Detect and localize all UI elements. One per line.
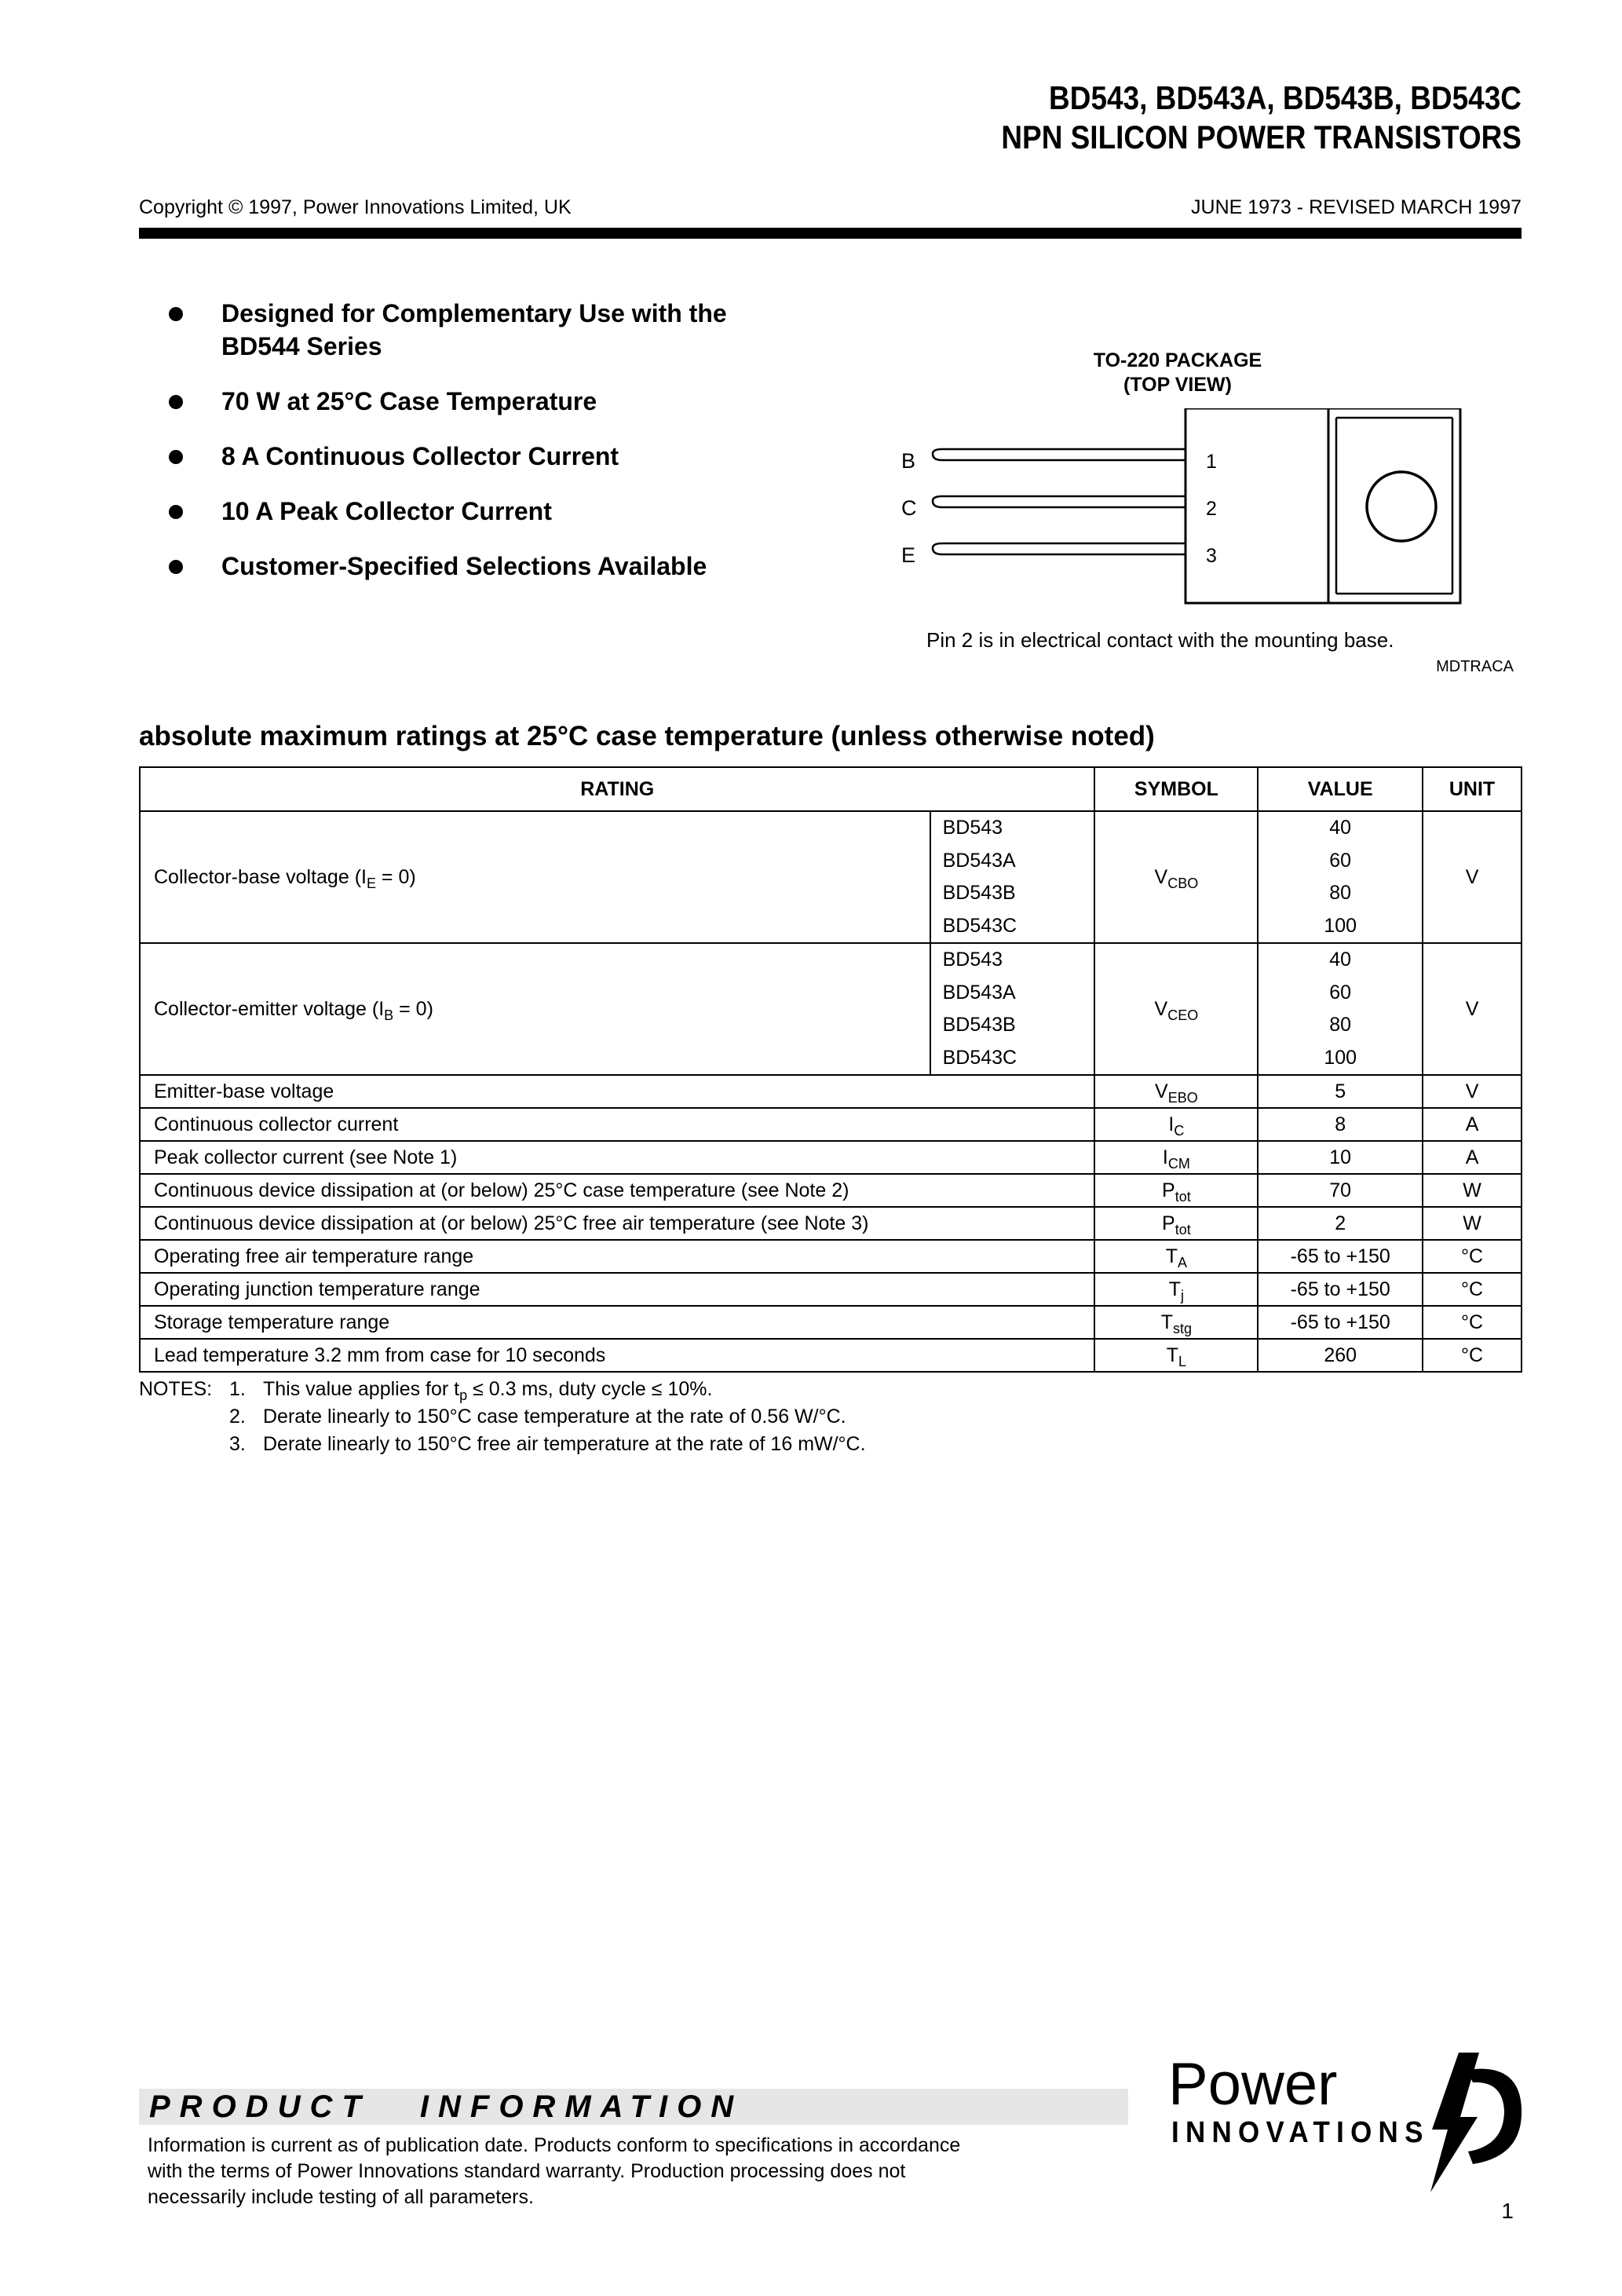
rating-cell: Lead temperature 3.2 mm from case for 10 seconds [140,1339,1094,1372]
table-row [140,1141,1522,1174]
variant-name: BD543B [942,882,1016,904]
value-cell: 2 [1258,1207,1423,1240]
pin-leads [933,449,1185,554]
symbol-cell: $V_{CEO}$ [1094,943,1258,1075]
copyright-notice: Copyright © 1997, Power Innovations Limited, UK [139,196,572,218]
symbol-cell: $P_{tot}$ [1094,1174,1258,1207]
notes-label: NOTES: [139,1378,213,1400]
rating-cell: Continuous device dissipation at (or below) 25°C free air temperature (see Note 3) [140,1207,1094,1240]
variant-cell [930,943,1095,1075]
table-row [140,1240,1522,1273]
unit-cell: °C [1423,1240,1522,1273]
table-header-row [140,767,1522,811]
pin-number: 3 [1206,545,1217,567]
unit-cell: V [1423,1075,1522,1108]
symbol-cell: $T_A$ [1094,1240,1258,1273]
ratings-table [139,766,1522,1373]
value-cell: 70 [1258,1174,1423,1207]
value-cell: 260 [1258,1339,1423,1372]
value-text: 40 [1329,817,1352,839]
table-row [140,1306,1522,1339]
variant-name: BD543A [942,981,1016,1004]
unit-cell: °C [1423,1306,1522,1339]
pin-label-collector: C [901,496,917,520]
rating-cell: Continuous device dissipation at (or below) 25°C case temperature (see Note 2) [140,1174,1094,1207]
disclaimer: Information is current as of publication date. Products conform to specifications in accordance with the terms of Power Innovations standard warranty. Production processing does not necessarily include testing of all parameters. [148,2134,961,2208]
value-cell: 10 [1258,1141,1423,1174]
rating-cell: Collector-base voltage $(I_E = 0)$ [140,811,930,943]
variant-name: BD543B [942,1014,1016,1036]
value-text: 100 [1324,1046,1357,1069]
value-text: 80 [1329,882,1352,904]
note-text: Derate linearly to 150°C free air temperature at the rate of 16 mW/°C. [263,1433,866,1455]
rating-cell: Operating junction temperature range [140,1273,1094,1306]
bullet-icon [169,450,183,464]
pin-number: 1 [1206,451,1217,473]
table-row [140,1174,1522,1207]
logo-wordmark: Power [1168,2051,1338,2118]
value-cell: -65 to +150 [1258,1306,1423,1339]
table-row [140,1207,1522,1240]
table-row [140,1108,1522,1141]
unit-cell: V [1423,943,1522,1075]
note-number: 1. [229,1378,246,1400]
unit-cell: V [1423,811,1522,943]
table-row [140,811,1522,943]
table-row [140,943,1522,1075]
unit-cell: °C [1423,1339,1522,1372]
symbol-cell: $V_{EBO}$ [1094,1075,1258,1108]
table-row [140,1273,1522,1306]
rating-cell: Emitter-base voltage [140,1075,1094,1108]
value-cell: -65 to +150 [1258,1240,1423,1273]
header-value: VALUE [1258,767,1423,811]
header-symbol: SYMBOL [1094,767,1258,811]
note-text: This value applies for $t_p \le 0.3$ ms, duty cycle ≤ 10%. [263,1378,713,1403]
variant-name: BD543A [942,849,1016,872]
lightning-logo-icon [1412,2048,1529,2197]
unit-cell: °C [1423,1273,1522,1306]
symbol-cell: $P_{tot}$ [1094,1207,1258,1240]
note-text: Derate linearly to 150°C case temperature at the rate of 0.56 W/°C. [263,1406,846,1428]
product-info-label: PRODUCT INFORMATION [149,2089,743,2124]
value-text: 80 [1329,1014,1352,1036]
rating-cell: Continuous collector current [140,1108,1094,1141]
feature-list [169,297,860,605]
variant-name: BD543 [942,817,1003,839]
feature-item: 8 A Continuous Collector Current [169,440,860,473]
value-cell: 8 [1258,1108,1423,1141]
value-cell [1258,943,1423,1075]
bullet-icon [169,560,183,574]
unit-cell: A [1423,1141,1522,1174]
header-unit: UNIT [1423,767,1522,811]
lead-pin-3 [933,543,1185,554]
bullet-icon [169,505,183,519]
note-number: 3. [229,1433,246,1455]
revision-date: JUNE 1973 - REVISED MARCH 1997 [1191,196,1522,218]
value-text: 60 [1329,849,1352,872]
package-title: TO-220 PACKAGE (TOP VIEW) [1093,349,1262,396]
unit-cell: W [1423,1207,1522,1240]
title-part-numbers: BD543, BD543A, BD543B, BD543C [1049,79,1522,116]
rating-cell: Storage temperature range [140,1306,1094,1339]
header-rating: RATING [140,767,1094,811]
rating-cell: Collector-emitter voltage $(I_B = 0)$ [140,943,930,1075]
bullet-icon [169,395,183,409]
feature-item: 70 W at 25°C Case Temperature [169,385,860,418]
pin-label-base: B [901,449,916,473]
variant-name: BD543C [942,1046,1017,1069]
logo-subtitle: INNOVATIONS [1171,2116,1430,2149]
symbol-cell: $T_L$ [1094,1339,1258,1372]
rating-cell: Operating free air temperature range [140,1240,1094,1273]
value-cell [1258,811,1423,943]
table-row [140,1075,1522,1108]
rating-cell: Peak collector current (see Note 1) [140,1141,1094,1174]
value-cell: -65 to +150 [1258,1273,1423,1306]
symbol-cell: $V_{CBO}$ [1094,811,1258,943]
title-device-type: NPN SILICON POWER TRANSISTORS [1001,119,1522,155]
variant-name: BD543 [942,949,1003,971]
page-number: 1 [1501,2199,1514,2223]
lead-pin-2 [933,496,1185,507]
section-title: absolute maximum ratings at 25°C case temperature (unless otherwise noted) [139,721,1155,751]
variant-cell [930,811,1095,943]
package-body [1185,408,1460,603]
value-cell: 5 [1258,1075,1423,1108]
document-title [1001,79,1522,157]
package-note: Pin 2 is in electrical contact with the mounting base. [926,628,1394,652]
pin-label-emitter: E [901,543,916,567]
feature-item: Customer-Specified Selections Available [169,550,860,583]
value-text: 60 [1329,981,1352,1004]
to220-package-diagram [895,408,1468,612]
table-row [140,1339,1522,1372]
variant-name: BD543C [942,914,1017,937]
bullet-icon [169,307,183,321]
header-rule [139,228,1522,239]
value-text: 100 [1324,914,1357,937]
unit-cell: A [1423,1108,1522,1141]
symbol-cell: $T_j$ [1094,1273,1258,1306]
feature-item: 10 A Peak Collector Current [169,495,860,528]
value-text: 40 [1329,949,1352,971]
lead-pin-1 [933,449,1185,460]
unit-cell: W [1423,1174,1522,1207]
note-number: 2. [229,1406,246,1428]
feature-item: Designed for Complementary Use with the BD544 Series [169,297,860,363]
symbol-cell: $I_C$ [1094,1108,1258,1141]
symbol-cell: $T_{stg}$ [1094,1306,1258,1339]
symbol-cell: $I_{CM}$ [1094,1141,1258,1174]
pin-number: 2 [1206,498,1217,520]
diagram-code: MDTRACA [1436,658,1514,675]
